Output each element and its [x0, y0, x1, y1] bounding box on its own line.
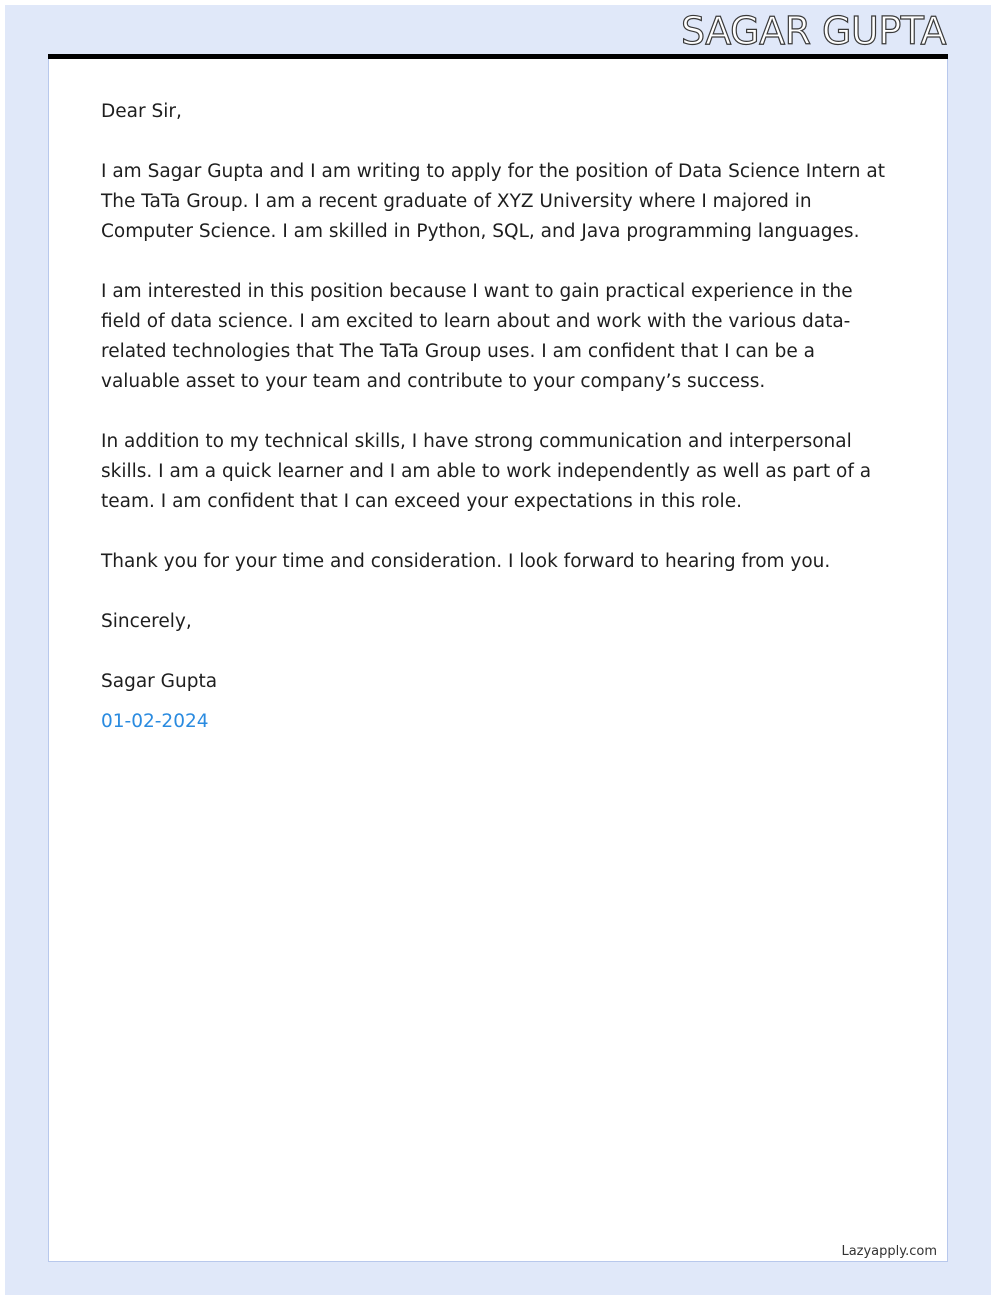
letter-date: 01-02-2024: [101, 711, 209, 732]
paragraph-2: I am interested in this position because I want to gain practical experience in the field of data science. I am excited to learn about and work with the various data-related technologies that The TaTa Group uses. I am confident that I can be a valuable asset to your team and contribute to your company’s success.: [101, 281, 853, 392]
letter-page: [48, 59, 948, 1262]
paragraph-3: In addition to my technical skills, I have strong communication and interpersonal skills. I am a quick learner and I am able to work independently as well as part of a team. I am confident that I can exceed your expectations in this role.: [101, 431, 872, 512]
paragraph-4: Thank you for your time and consideration. I look forward to hearing from you.: [101, 551, 831, 572]
closing: Sincerely,: [101, 611, 192, 632]
footer-brand: Lazyapply.com: [841, 1244, 937, 1259]
letter-body: [101, 97, 891, 767]
paragraph-1: I am Sagar Gupta and I am writing to apply for the position of Data Science Intern at The TaTa Group. I am a recent graduate of XYZ University where I majored in Computer Science. I am skilled in Python, SQL, and Java programming languages.: [101, 161, 885, 242]
applicant-name-header: SAGAR GUPTA: [680, 9, 946, 53]
salutation: Dear Sir,: [101, 101, 182, 122]
signature: Sagar Gupta: [101, 671, 218, 692]
